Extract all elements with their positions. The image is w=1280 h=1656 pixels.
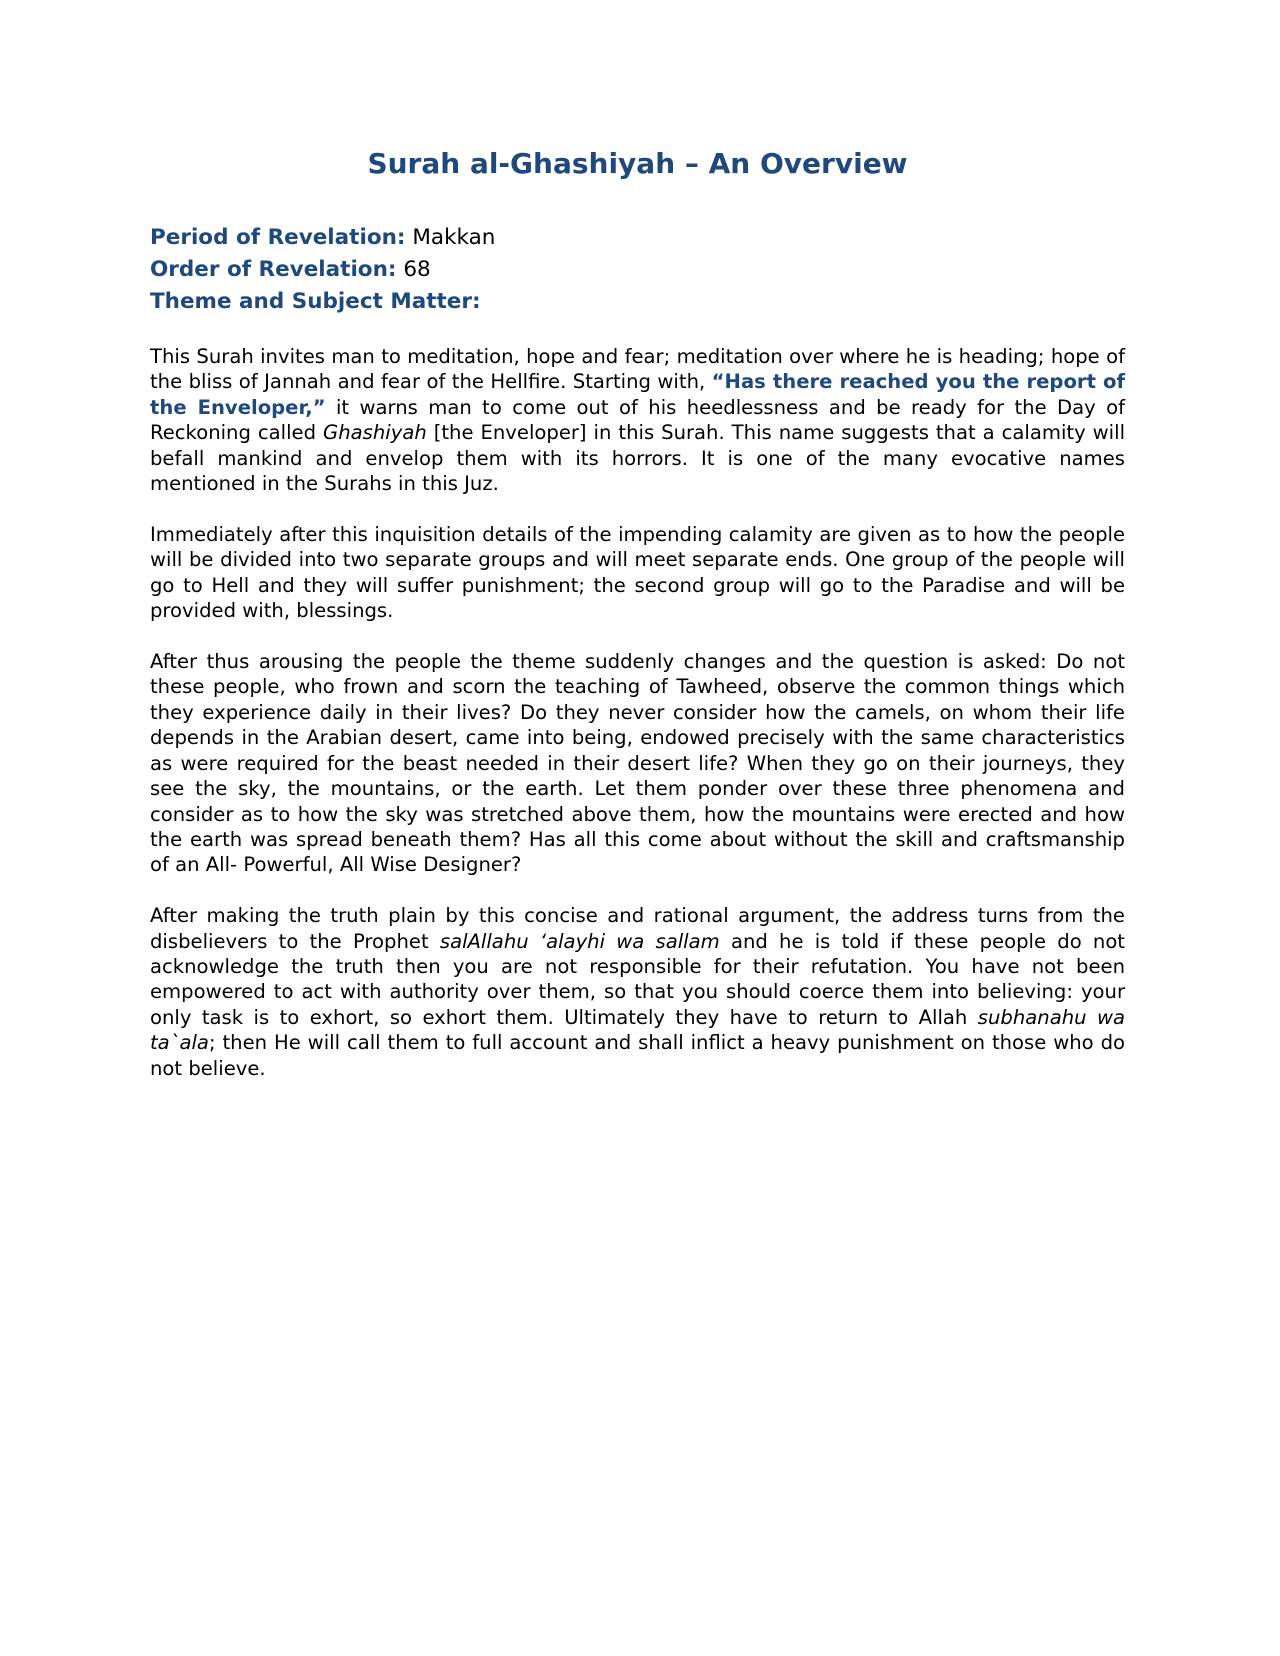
page-title: Surah al-Ghashiyah – An Overview: [367, 147, 908, 180]
paragraph-text: [the Enveloper] in this Surah. This name suggests that a calamity will befall mankind and envelop them with its horrors. It is one of the many evocative names mentioned in the Surahs in this Juz.: [150, 421, 1126, 496]
paragraph-text: ; then He will call them to full account and shall inflict a heavy punishment on those who do not believe.: [150, 1031, 1125, 1080]
document-meta: [150, 222, 1125, 318]
period-of-revelation: [150, 222, 1125, 254]
italic-salutation: salAllahu ‘alayhi wa sallam: [439, 929, 720, 953]
paragraph-text: After making the truth plain by this concise and rational argument, the address turns from the disbelievers to the Prophet: [150, 904, 1125, 953]
order-of-revelation: [150, 254, 1125, 286]
order-label: Order of Revelation:: [150, 257, 397, 282]
document-body: [150, 344, 1125, 1107]
theme-heading: [150, 286, 1125, 318]
paragraph-text: and he is told if these people do not acknowledge the truth then you are not responsible for their refutation. You have not been empowered to act with authority over them, so that you should coerce them into believing: your only task is to exhort, so exhort them. Ultimately they have to return to Allah: [150, 929, 1125, 1029]
quoted-verse: “Has there reached you the report of the Enveloper,”: [150, 370, 1125, 419]
paragraph-text: it warns man to come out of his heedlessness and be ready for the Day of Reckoning called: [150, 395, 1126, 445]
period-value: Makkan: [412, 225, 496, 250]
paragraph-calamity: Immediately after this inquisition details of the impending calamity are given as to how the people will be divided into two separate groups and will meet separate ends. One group of the people will go to Hell and they will suffer punishment; the second group will go to the Paradise and will be provided with, blessings.: [150, 522, 1125, 623]
paragraph-intro: [150, 344, 1125, 496]
paragraph-prophet: [150, 903, 1125, 1081]
period-label: Period of Revelation:: [150, 225, 406, 250]
italic-term: Ghashiyah: [323, 421, 427, 445]
italic-praise: subhanahu wa ta`ala: [150, 1005, 1125, 1055]
order-value: 68: [403, 257, 431, 282]
paragraph-text: This Surah invites man to meditation, hope and fear; meditation over where he is heading; hope of the bliss of Jannah and fear of the Hellfire. Starting with,: [150, 345, 1125, 394]
paragraph-signs: After thus arousing the people the theme suddenly changes and the question is asked: Do not these people, who frown and scorn the teaching of Tawheed, observe the common things which they experience daily in their lives? Do they never consider how the camels, on whom their life depends in the Arabian desert, came into being, endowed precisely with the same characteristics as were required for the beast needed in their desert life? When they go on their journeys, they see the sky, the mountains, or the earth. Let them ponder over these three phenomena and consider as to how the sky was stretched above them, how the mountains were erected and how the earth was spread beneath them? Has all this come about without the skill and craftsmanship of an All- Powerful, All Wise Designer?: [150, 650, 1125, 877]
theme-label: Theme and Subject Matter:: [150, 289, 481, 314]
